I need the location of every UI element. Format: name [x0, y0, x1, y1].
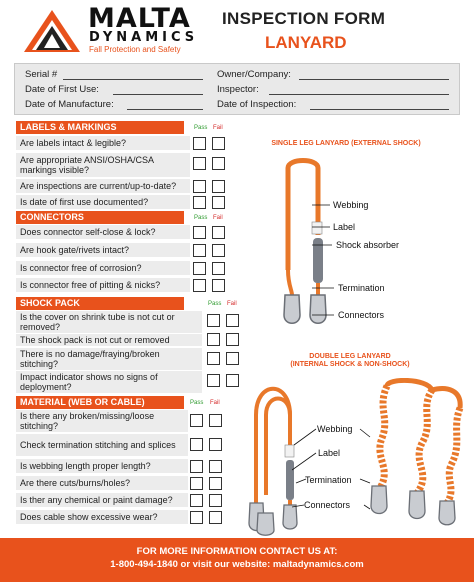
pass-checkbox[interactable]	[190, 477, 203, 490]
pass-checkbox[interactable]	[193, 157, 206, 170]
pass-checkbox[interactable]	[207, 374, 220, 387]
inspector-field[interactable]	[217, 84, 259, 95]
checklist-question: Is ther any chemical or paint damage?	[16, 493, 188, 507]
footer-contact-heading: FOR MORE INFORMATION CONTACT US AT:	[136, 546, 338, 557]
pass-checkbox[interactable]	[207, 352, 220, 365]
section-header-material: MATERIAL (WEB OR CABLE)	[16, 396, 184, 409]
fail-checkbox[interactable]	[209, 477, 222, 490]
callout-termination: Termination	[338, 283, 385, 293]
callout-label: Label	[333, 222, 356, 232]
first-use-field[interactable]	[25, 84, 99, 95]
fail-checkbox[interactable]	[212, 279, 225, 292]
pass-label: Pass	[194, 125, 208, 131]
manufacture-date-label: Date of Manufacture:	[25, 99, 114, 110]
checklist-question: Check termination stitching and splices	[16, 434, 188, 456]
double-callout-termination: Termination	[305, 475, 352, 485]
fail-checkbox[interactable]	[212, 137, 225, 150]
pass-label: Pass	[194, 215, 208, 221]
pass-checkbox[interactable]	[190, 511, 203, 524]
fail-checkbox[interactable]	[212, 157, 225, 170]
pass-checkbox[interactable]	[190, 414, 203, 427]
fail-checkbox[interactable]	[226, 374, 239, 387]
serial-field[interactable]	[25, 69, 57, 80]
pass-checkbox[interactable]	[193, 279, 206, 292]
fail-checkbox[interactable]	[209, 438, 222, 451]
callout-webbing: Webbing	[333, 200, 369, 210]
checklist-question: Is there any broken/missing/loose stitching?	[16, 410, 188, 432]
section-header-connectors: CONNECTORS	[16, 211, 184, 224]
double-callout-label: Label	[318, 448, 341, 458]
single-leg-diagram-title: SINGLE LEG LANYARD (EXTERNAL SHOCK)	[271, 140, 421, 147]
fail-checkbox[interactable]	[226, 314, 239, 327]
double-leg-elastic-lanyard-illustration	[362, 378, 470, 528]
owner-company-field[interactable]	[217, 69, 291, 80]
serial-label: Serial #	[25, 69, 58, 80]
pass-checkbox[interactable]	[190, 460, 203, 473]
owner-company-label: Owner/Company:	[217, 69, 291, 80]
form-subtitle: LANYARD	[265, 33, 347, 52]
checklist-question: Are labels intact & legible?	[16, 136, 190, 150]
fail-checkbox[interactable]	[226, 352, 239, 365]
checklist-question: The shock pack is not cut or removed	[16, 334, 202, 346]
checklist-question: Is date of first use documented?	[16, 195, 190, 209]
fail-checkbox[interactable]	[212, 226, 225, 239]
pass-checkbox[interactable]	[193, 180, 206, 193]
double-callout-webbing: Webbing	[317, 424, 353, 434]
fail-checkbox[interactable]	[212, 180, 225, 193]
pass-label: Pass	[190, 400, 204, 406]
checklist-question: Are hook gate/rivets intact?	[16, 243, 190, 257]
pass-checkbox[interactable]	[193, 226, 206, 239]
header	[0, 0, 474, 60]
pass-checkbox[interactable]	[190, 494, 203, 507]
callout-lines	[310, 195, 340, 325]
fail-checkbox[interactable]	[209, 460, 222, 473]
fail-label: Fail	[227, 301, 237, 307]
checklist-question: Are appropriate ANSI/OSHA/CSA markings visible?	[16, 153, 190, 177]
fail-checkbox[interactable]	[209, 494, 222, 507]
fail-checkbox[interactable]	[209, 511, 222, 524]
callout-shock-absorber: Shock absorber	[336, 240, 400, 250]
pass-checkbox[interactable]	[190, 438, 203, 451]
checklist-question: Is connector free of pitting & nicks?	[16, 278, 190, 292]
double-leg-diagram-title: DOUBLE LEG LANYARD	[309, 353, 391, 360]
pass-checkbox[interactable]	[193, 262, 206, 275]
pass-checkbox[interactable]	[193, 244, 206, 257]
checklist-question: Does cable show excessive wear?	[16, 510, 188, 524]
section-header-shock-pack: SHOCK PACK	[16, 297, 184, 310]
double-callout-connectors: Connectors	[304, 500, 351, 510]
checklist-question: Is the cover on shrink tube is not cut or removed?	[16, 311, 202, 333]
checklist-question: Does connector self-close & lock?	[16, 225, 190, 239]
manufacture-date-field[interactable]	[25, 99, 114, 110]
checklist-question: Is webbing length proper length?	[16, 459, 188, 473]
fail-checkbox[interactable]	[226, 333, 239, 346]
checklist-question: Is connector free of corrosion?	[16, 261, 190, 275]
checklist-question: There is no damage/fraying/broken stitching?	[16, 348, 202, 370]
info-box	[14, 63, 460, 115]
double-leg-diagram-subtitle: (INTERNAL SHOCK & NON-SHOCK)	[290, 361, 410, 368]
pass-checkbox[interactable]	[207, 333, 220, 346]
inspector-label: Inspector:	[217, 84, 259, 95]
tagline: Fall Protection and Safety	[89, 45, 181, 54]
fail-checkbox[interactable]	[212, 244, 225, 257]
brand-name-line2: DYNAMICS	[89, 30, 199, 45]
first-use-label: Date of First Use:	[25, 84, 99, 95]
fail-label: Fail	[213, 215, 223, 221]
footer	[0, 538, 474, 582]
pass-label: Pass	[208, 301, 222, 307]
pass-checkbox[interactable]	[207, 314, 220, 327]
fail-checkbox[interactable]	[212, 196, 225, 209]
fail-label: Fail	[213, 125, 223, 131]
fail-label: Fail	[210, 400, 220, 406]
pass-checkbox[interactable]	[193, 137, 206, 150]
checklist-question: Are there cuts/burns/holes?	[16, 476, 188, 490]
checklist-question: Are inspections are current/up-to-date?	[16, 179, 190, 193]
malta-logo-icon	[22, 8, 82, 54]
brand-name: MALTA	[88, 3, 191, 34]
fail-checkbox[interactable]	[209, 414, 222, 427]
section-header-labels-markings: LABELS & MARKINGS	[16, 121, 184, 134]
pass-checkbox[interactable]	[193, 196, 206, 209]
checklist-question: Impact indicator shows no signs of deployment?	[16, 371, 202, 393]
fail-checkbox[interactable]	[212, 262, 225, 275]
inspection-date-label: Date of Inspection:	[217, 99, 297, 110]
form-title: INSPECTION FORM	[222, 9, 386, 28]
callout-connectors: Connectors	[338, 310, 385, 320]
inspection-date-field[interactable]	[217, 99, 296, 110]
footer-contact-details[interactable]: 1-800-494-1840 or visit our website: maltadynamics.com	[110, 559, 364, 570]
